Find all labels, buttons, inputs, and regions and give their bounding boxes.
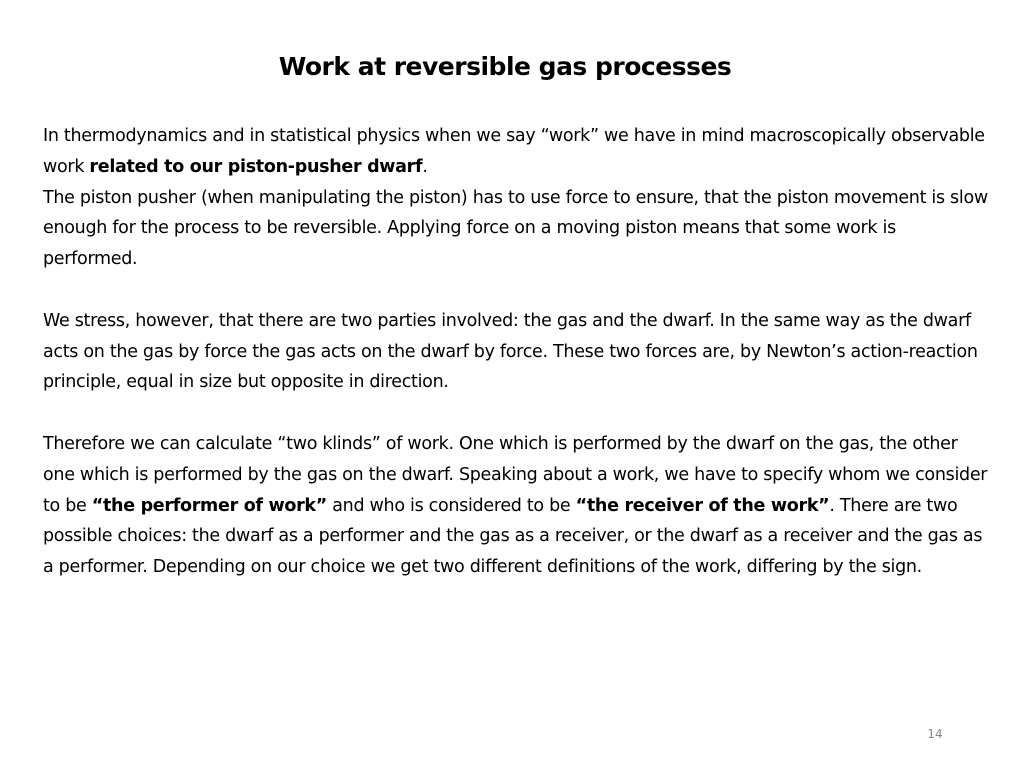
page-number: 14 xyxy=(927,727,943,741)
paragraph-gap xyxy=(43,275,993,306)
slide-title: Work at reversible gas processes xyxy=(278,52,732,81)
paragraph-1 xyxy=(43,121,993,183)
paragraph-4 xyxy=(43,429,993,583)
paragraph-1-bold-a: related to our piston-pusher dwarf xyxy=(89,156,423,177)
paragraph-1-text-a: In thermodynamics and in statistical physics when we say “work” we have in mind macroscopically observable work xyxy=(43,126,985,177)
paragraph-2: The piston pusher (when manipulating the piston) has to use force to ensure, that the piston movement is slow enough for the process to be reversible. Applying force on a moving piston means that some work is performed. xyxy=(43,187,988,270)
slide-body xyxy=(43,121,993,583)
paragraph-4-text-b: and who is considered to be xyxy=(326,495,576,516)
paragraph-4-bold-a: “the performer of work” xyxy=(91,495,327,516)
paragraph-4-text-a: Therefore we can calculate “two klinds” of work. One which is performed by the dwarf on the gas, the other one which is performed by the gas on the dwarf. Speaking about a work, we have to specify whom we consider to be xyxy=(43,433,988,516)
paragraph-3: We stress, however, that there are two parties involved: the gas and the dwarf. In the same way as the dwarf acts on the gas by force the gas acts on the dwarf by force. These two forces are, by Newton’s action-reaction principle, equal in size but opposite in direction. xyxy=(43,310,978,393)
paragraph-1-text-b: . xyxy=(422,156,428,177)
paragraph-gap xyxy=(43,398,993,429)
paragraph-4-text-c: . There are two possible choices: the dwarf as a performer and the gas as a receiver, or the dwarf as a receiver and the gas as a performer. Depending on our choice we get two different definitions of the work, differing by the sign. xyxy=(43,495,983,578)
paragraph-4-bold-b: “the receiver of the work” xyxy=(575,495,830,516)
